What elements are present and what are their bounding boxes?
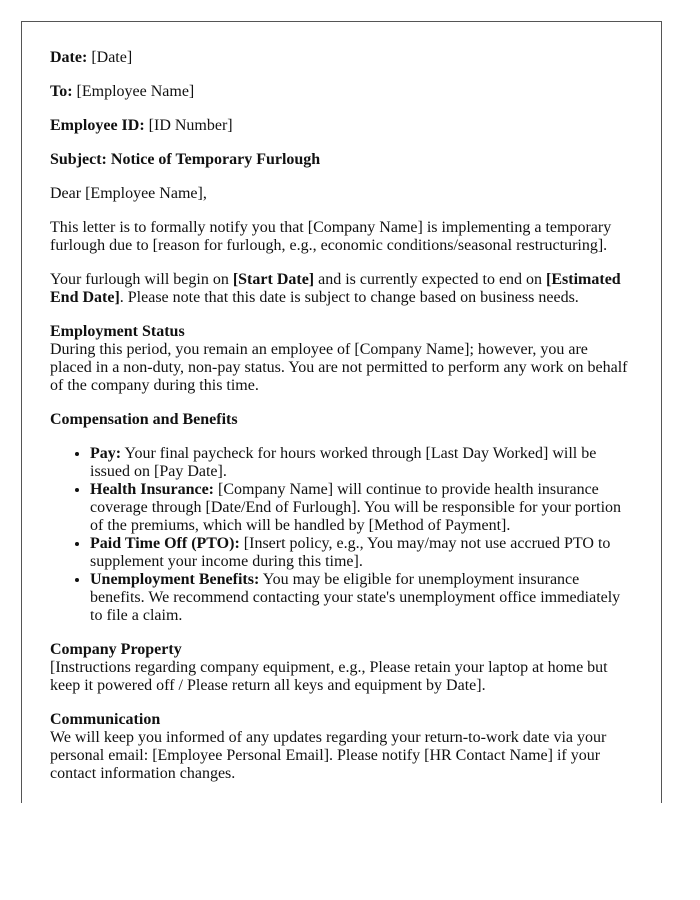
section-heading: Compensation and Benefits [50,411,238,428]
salutation: Dear [Employee Name], [50,185,207,202]
item-label: Pay: [90,445,122,462]
employment-status-section [50,323,633,395]
start-date: [Start Date] [232,271,315,288]
letter-page [21,21,662,803]
benefits-list [50,445,633,625]
section-heading: Communication [50,711,161,728]
list-item [90,535,633,571]
date-value: [Date] [91,49,133,66]
item-label: Health Insurance: [90,481,214,498]
subject-line [50,151,633,169]
item-text: You may be eligible for unemployment insurance benefits. We recommend contacting your state's unemployment office immediately to file a claim. [90,571,621,624]
employee-id-line [50,117,633,135]
company-property-section [50,641,633,695]
communication-section [50,711,633,783]
item-text: Your final paycheck for hours worked through [Last Day Worked] will be issued on [Pay Date]. [90,445,597,480]
to-value: [Employee Name] [76,83,195,100]
to-label: To: [50,83,73,100]
compensation-section [50,411,633,429]
list-item [90,481,633,535]
item-label: Unemployment Benefits: [90,571,260,588]
dates-text: Your furlough will begin on [50,271,233,288]
section-text: We will keep you informed of any updates regarding your return-to-work date via your personal email: [Employee Personal Email]. Please notify [HR Contact Name] if your contact information changes. [50,729,607,782]
item-text: [Company Name] will continue to provide health insurance coverage through [Date/End of Furlough]. You will be responsible for your portion of the premiums, which will be handled by [Method of Payment]. [90,481,622,534]
section-heading: Employment Status [50,323,185,340]
subject: Subject: Notice of Temporary Furlough [50,151,321,168]
dates-text: . Please note that this date is subject to change based on business needs. [119,289,579,306]
section-heading: Company Property [50,641,182,658]
date-label: Date: [50,49,88,66]
date-line [50,49,633,67]
dates-paragraph [50,271,633,307]
section-text: During this period, you remain an employee of [Company Name]; however, you are placed in a non-duty, non-pay status. You are not permitted to perform any work on behalf of the company during this time. [50,341,628,394]
to-line [50,83,633,101]
list-item [90,445,633,481]
section-text: [Instructions regarding company equipment, e.g., Please retain your laptop at home but keep it powered off / Please return all keys and equipment by Date]. [50,659,608,694]
item-text: [Insert policy, e.g., You may/may not use accrued PTO to supplement your income during this time]. [90,535,611,570]
end-date: [Estimated End Date] [50,271,621,306]
employee-id-label: Employee ID: [50,117,145,134]
item-label: Paid Time Off (PTO): [90,535,240,552]
employee-id-value: [ID Number] [148,117,233,134]
dates-text: and is currently expected to end on [314,271,547,288]
intro-paragraph: This letter is to formally notify you that [Company Name] is implementing a temporary furlough due to [reason for furlough, e.g., economic conditions/seasonal restructuring]. [50,219,612,254]
list-item [90,571,633,625]
